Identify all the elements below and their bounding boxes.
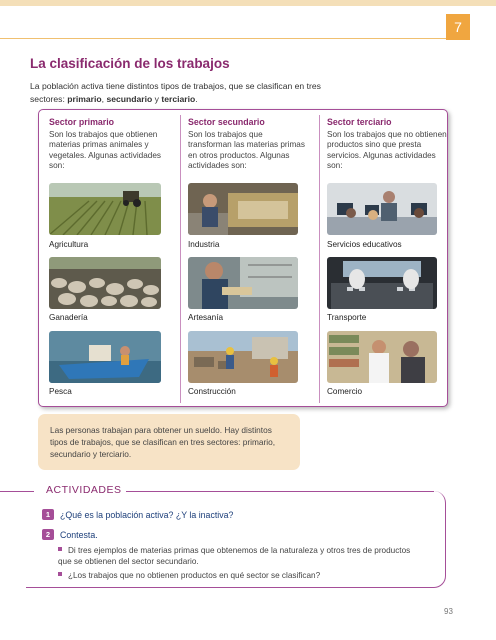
- sector-title: Sector primario: [49, 117, 115, 127]
- sector-title: Sector secundario: [188, 117, 265, 127]
- activity-label: Ganadería: [49, 313, 88, 322]
- top-rule: [0, 38, 446, 39]
- livestock-photo: [49, 257, 161, 309]
- activity-label: Industria: [188, 240, 220, 249]
- intro-end: .: [195, 93, 198, 104]
- page-title: La clasificación de los trabajos: [30, 56, 230, 71]
- activities-rule: [126, 491, 434, 492]
- bullet-icon: [58, 547, 62, 551]
- bullet-text: ¿Los trabajos que no obtienen productos en qué sector se clasifican?: [68, 571, 321, 580]
- sector-secundario-column: [188, 117, 308, 171]
- intro-sep: y: [152, 93, 162, 104]
- craftsmanship-photo: [188, 257, 298, 309]
- intro-term-primario: primario: [67, 93, 102, 104]
- column-divider: [319, 115, 320, 403]
- sector-terciario-column: [327, 117, 447, 171]
- intro-text: La población activa tiene distintos tipos de trabajos, que se clasifican en tres sectores:: [30, 81, 321, 104]
- intro-paragraph: [30, 80, 330, 105]
- industry-photo: [188, 183, 298, 235]
- intro-sep: ,: [101, 93, 107, 104]
- activities-rule: [0, 491, 34, 492]
- bullet-icon: [58, 572, 62, 576]
- intro-term-terciario: terciario: [161, 93, 196, 104]
- bullet-item: [58, 570, 418, 581]
- sector-description: Son los trabajos que transforman las materias primas en otros productos. Algunas actividades son:: [188, 130, 305, 170]
- sector-title: Sector terciario: [327, 117, 392, 127]
- top-stripe: [0, 0, 496, 6]
- activity-label: Artesanía: [188, 313, 224, 322]
- question-number: 2: [42, 529, 54, 540]
- agriculture-photo: [49, 183, 161, 235]
- activity-label: Construcción: [188, 387, 236, 396]
- column-divider: [180, 115, 181, 403]
- question-text: ¿Qué es la población activa? ¿Y la inactiva?: [60, 510, 234, 520]
- summary-box: Las personas trabajan para obtener un sueldo. Hay distintos tipos de trabajos, que se clasifican en tres sectores: primario, secundario y terciario.: [38, 414, 300, 470]
- sector-primario-column: [49, 117, 169, 171]
- education-services-photo: [327, 183, 437, 235]
- question-1: [42, 509, 233, 520]
- intro-term-secundario: secundario: [106, 93, 153, 104]
- bullet-text: Di tres ejemplos de materias primas que obtenemos de la naturaleza y otros tres de productos que se obtienen del sector secundario.: [58, 546, 411, 566]
- activity-label: Pesca: [49, 387, 72, 396]
- activity-label: Transporte: [327, 313, 367, 322]
- construction-photo: [188, 331, 298, 383]
- activity-label: Comercio: [327, 387, 363, 396]
- question-text: Contesta.: [60, 530, 98, 540]
- fishing-photo: [49, 331, 161, 383]
- transport-photo: [327, 257, 437, 309]
- commerce-photo: [327, 331, 437, 383]
- bullet-item: [58, 545, 418, 567]
- question-number: 1: [42, 509, 54, 520]
- chapter-tab: 7: [446, 14, 470, 40]
- sector-description: Son los trabajos que no obtienen productos sino que presta servicios. Algunas actividades son:: [327, 130, 447, 170]
- page-number: 93: [444, 607, 453, 616]
- question-2: [42, 529, 98, 540]
- activities-heading: ACTIVIDADES: [42, 484, 126, 496]
- sector-description: Son los trabajos que obtienen materias primas animales y vegetales. Algunas actividades son:: [49, 130, 161, 170]
- activity-label: Agricultura: [49, 240, 89, 249]
- activity-label: Servicios educativos: [327, 240, 402, 249]
